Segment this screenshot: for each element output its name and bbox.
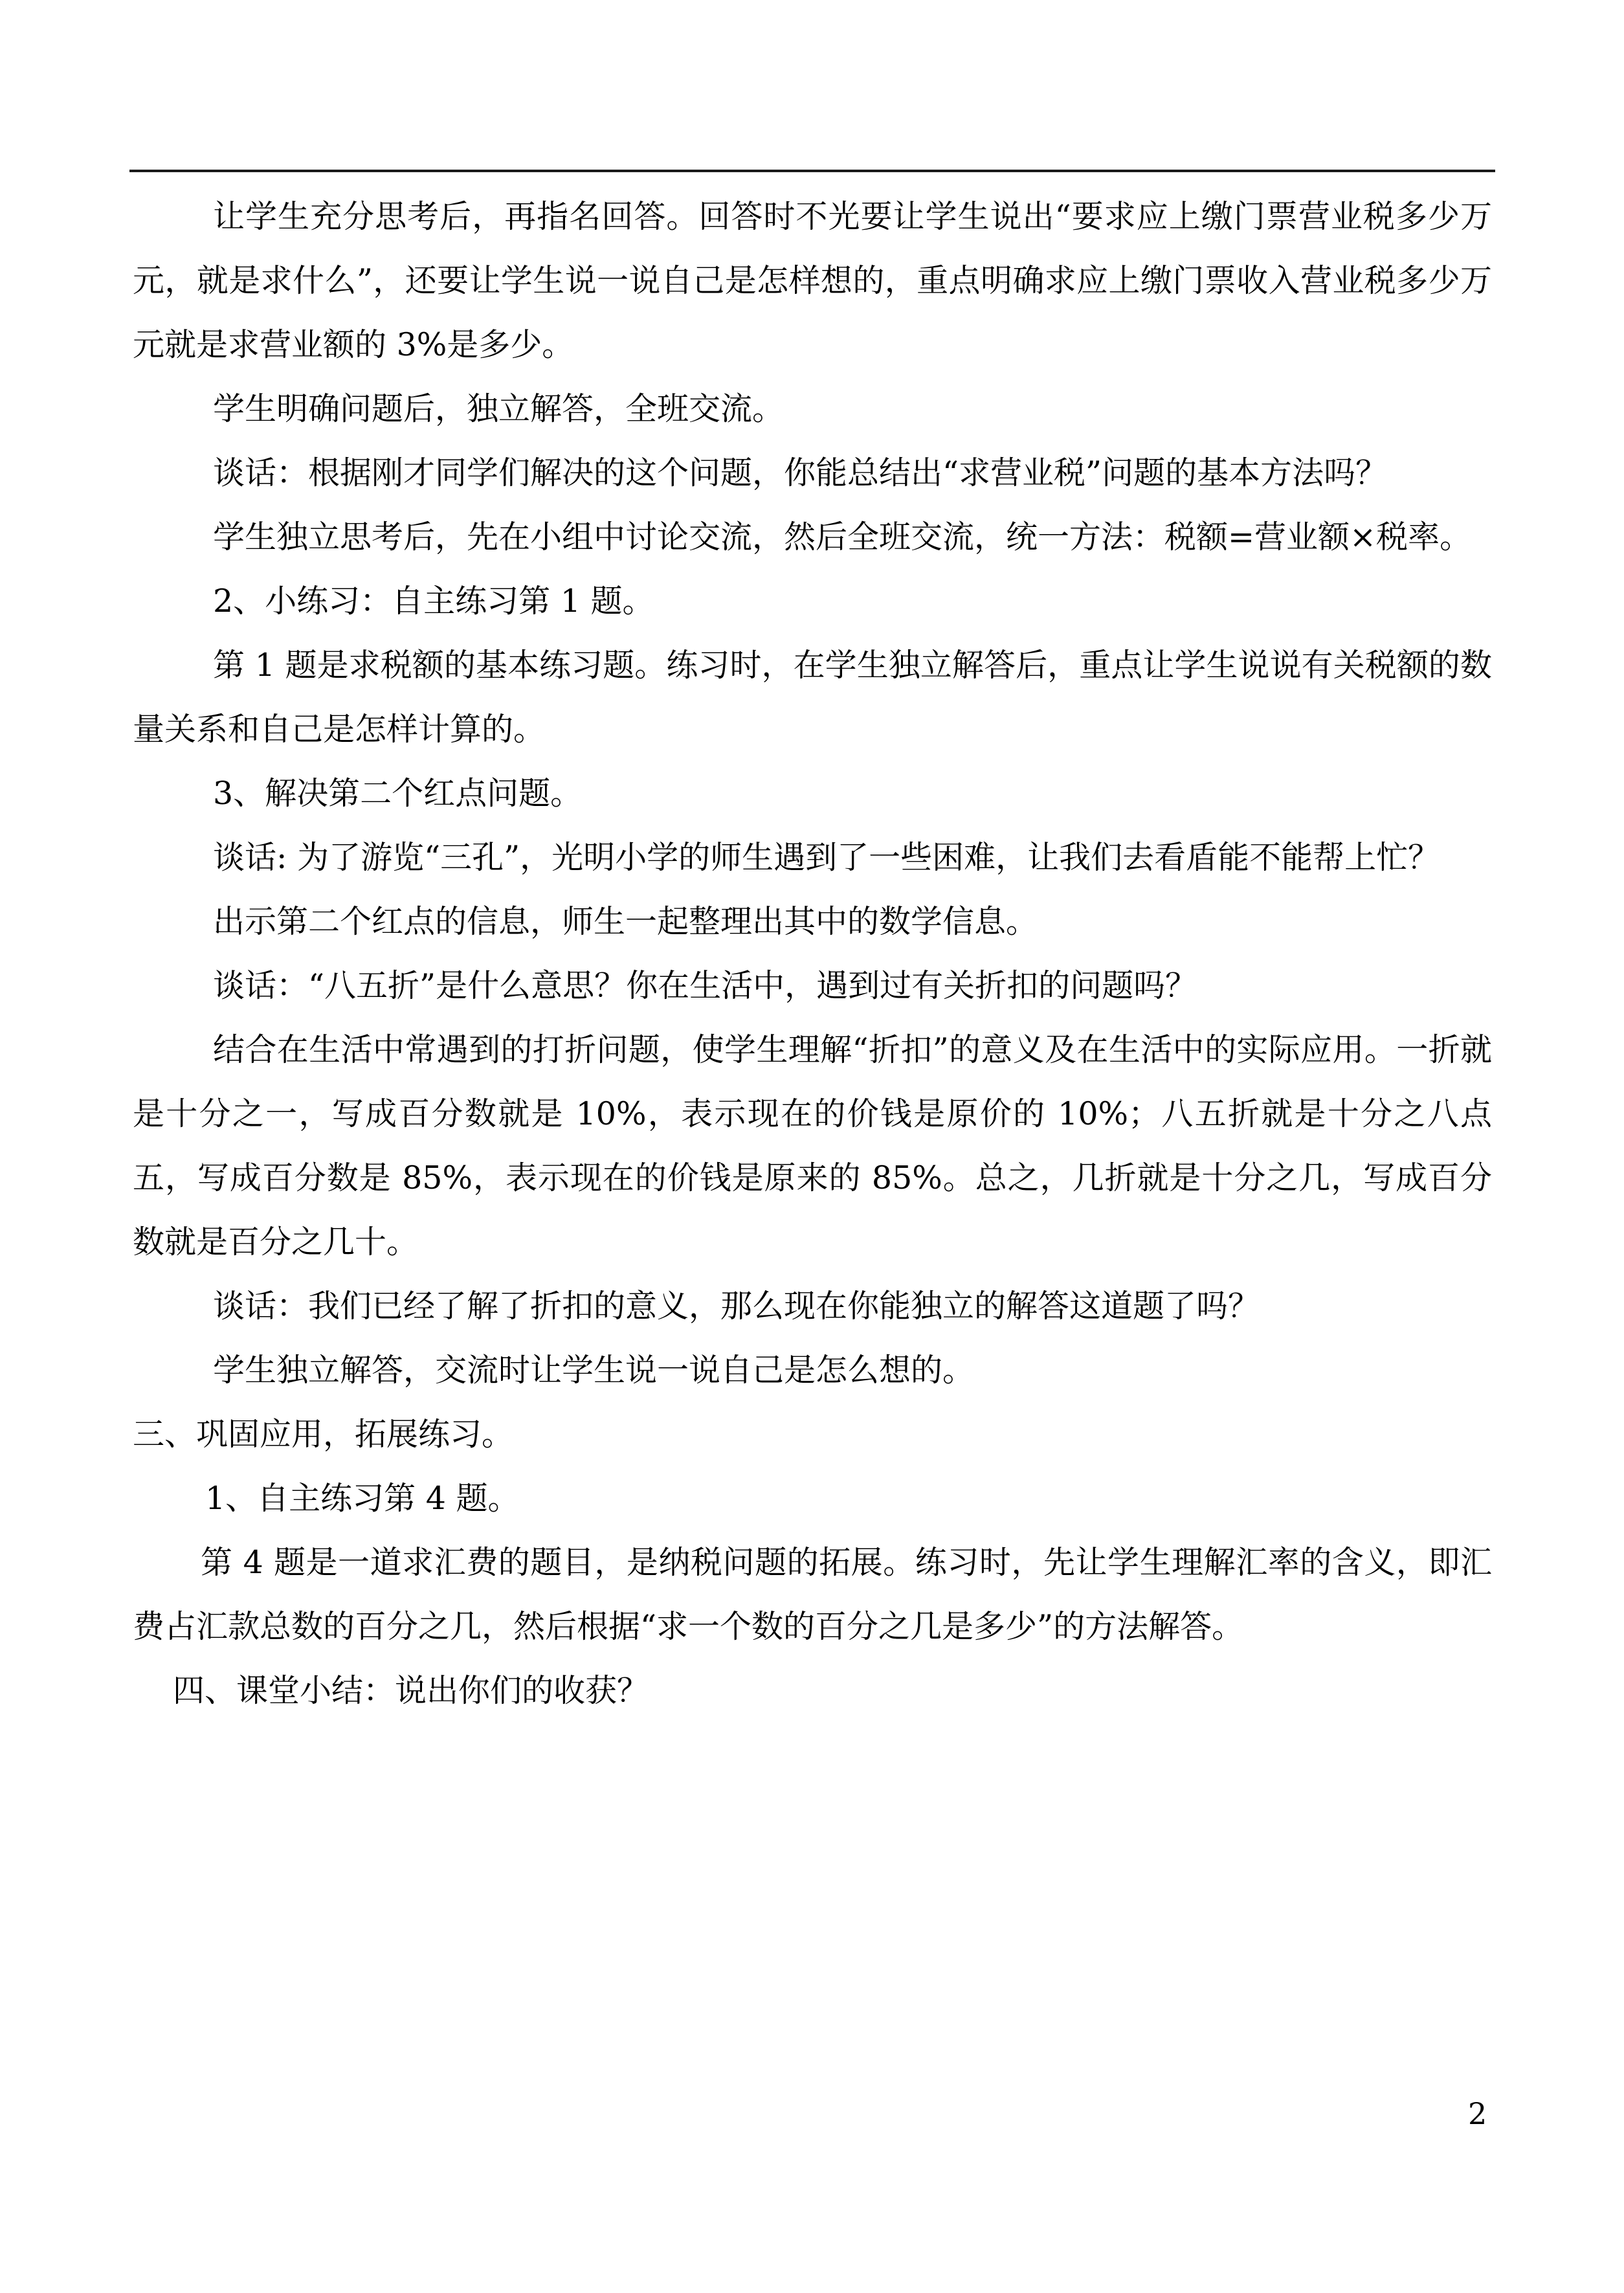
paragraph: 让学生充分思考后，再指名回答。回答时不光要让学生说出“要求应上缴门票营业税多少万元，就是求什么”，还要让学生说一说自己是怎样想的，重点明确求应上缴门票收入营业税多少万元就是求营业额的 3%是多少。 — [133, 198, 1492, 363]
paragraph: 结合在生活中常遇到的打折问题，使学生理解“折扣”的意义及在生活中的实际应用。一折就是十分之一，写成百分数就是 10%，表示现在的价钱是原价的 10%；八五折就是十分之八点五，写成百分数是 85%，表示现在的价钱是原来的 85%。总之，几折就是十分之几，写成百分数就是百分之几十。 — [133, 1031, 1492, 1260]
document-body — [133, 185, 1492, 1723]
paragraph: 学生独立思考后，先在小组中讨论交流，然后全班交流，统一方法：税额=营业额×税率。 — [213, 519, 1472, 555]
section-heading: 四、课堂小结：说出你们的收获？ — [173, 1672, 649, 1709]
paragraph: 谈话：根据刚才同学们解决的这个问题，你能总结出“求营业税”问题的基本方法吗？ — [213, 454, 1388, 491]
paragraph: 2、小练习：自主练习第 1 题。 — [213, 583, 654, 620]
paragraph: 谈话：“八五折”是什么意思？你在生活中，遇到过有关折扣的问题吗？ — [213, 967, 1197, 1004]
paragraph: 学生独立解答，交流时让学生说一说自己是怎么想的。 — [213, 1352, 975, 1389]
paragraph: 第 4 题是一道求汇费的题目，是纳税问题的拓展。练习时，先让学生理解汇率的含义，即汇费占汇款总数的百分之几，然后根据“求一个数的百分之几是多少”的方法解答。 — [133, 1544, 1492, 1645]
paragraph: 谈话: 为了游览“三孔”，光明小学的师生遇到了一些困难，让我们去看盾能不能帮上忙？ — [213, 839, 1440, 876]
header-rule — [129, 170, 1495, 172]
paragraph: 学生明确问题后，独立解答，全班交流。 — [213, 390, 784, 427]
paragraph: 谈话：我们已经了解了折扣的意义，那么现在你能独立的解答这道题了吗？ — [213, 1288, 1260, 1325]
paragraph: 3、解决第二个红点问题。 — [213, 775, 583, 812]
page-number: 2 — [1468, 2096, 1487, 2131]
section-heading: 三、巩固应用，拓展练习。 — [133, 1416, 514, 1453]
paragraph: 1、自主练习第 4 题。 — [205, 1480, 520, 1517]
paragraph: 出示第二个红点的信息，师生一起整理出其中的数学信息。 — [213, 903, 1038, 940]
paragraph: 第 1 题是求税额的基本练习题。练习时，在学生独立解答后，重点让学生说说有关税额的数量关系和自己是怎样计算的。 — [133, 647, 1492, 748]
